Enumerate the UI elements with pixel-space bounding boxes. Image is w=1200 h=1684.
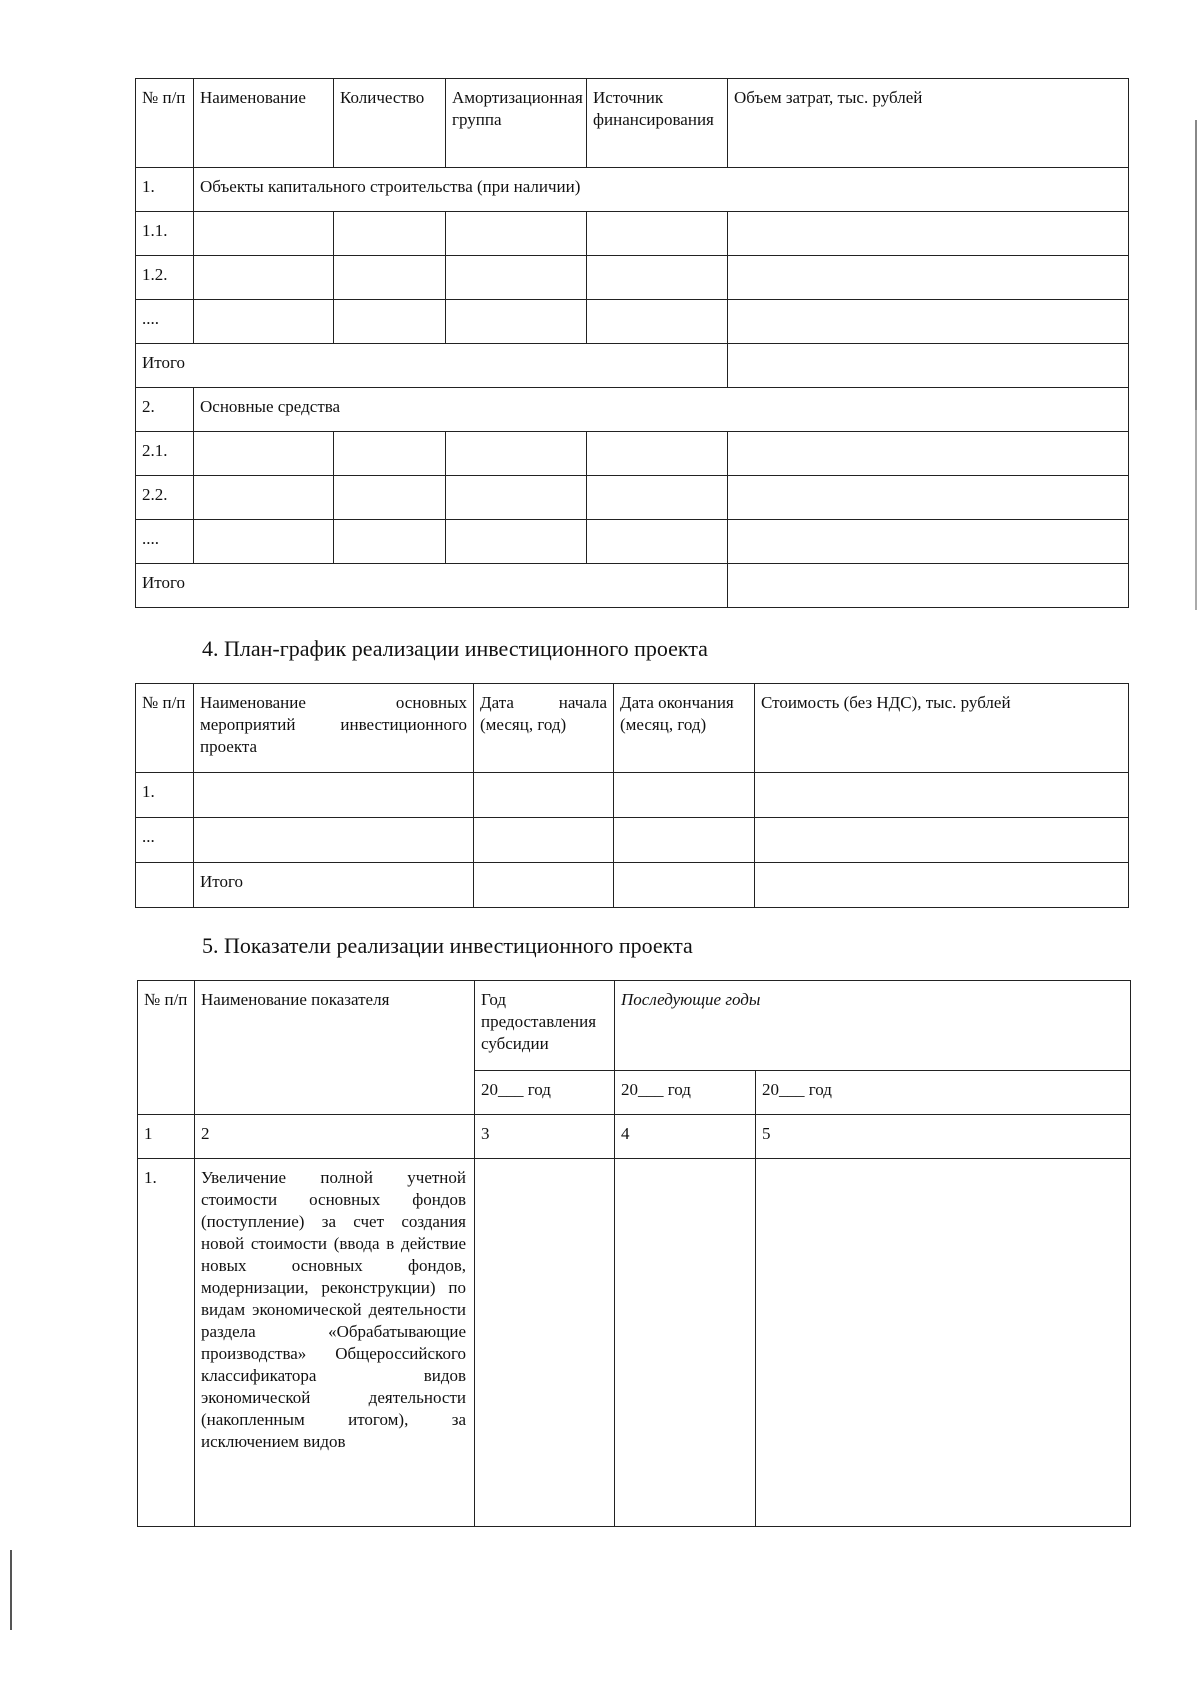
empty-cell: [334, 212, 446, 256]
col-header-cost-volume: Объем затрат, тыс. рублей: [728, 79, 1129, 168]
empty-cell: [334, 432, 446, 476]
empty-cell: [614, 773, 755, 818]
activity-header-text: Наименование основных мероприятий инвестиционного проекта: [200, 693, 467, 756]
empty-cell: [756, 1159, 1131, 1527]
total-value: [728, 564, 1129, 608]
empty-cell: [728, 300, 1129, 344]
year-cell: 20___ год: [756, 1071, 1131, 1115]
empty-cell: [587, 520, 728, 564]
section-5-heading: 5. Показатели реализации инвестиционного проекта: [202, 933, 693, 958]
empty-cell: [194, 476, 334, 520]
col-header-activity: [194, 684, 474, 773]
empty-cell: [587, 476, 728, 520]
column-number: 3: [475, 1115, 615, 1159]
row-number: ....: [136, 300, 194, 344]
empty-cell: [334, 520, 446, 564]
empty-cell: [446, 476, 587, 520]
empty-cell: [728, 432, 1129, 476]
col-header-next-years: Последующие годы: [615, 981, 1131, 1071]
section-number: 1.: [136, 168, 194, 212]
column-number-row: [138, 1115, 1131, 1159]
col-header-start-date: [474, 684, 614, 773]
empty-cell: [194, 256, 334, 300]
empty-cell: [474, 773, 614, 818]
empty-cell: [446, 520, 587, 564]
table-header-row: [136, 684, 1129, 773]
table-row: [136, 432, 1129, 476]
schedule-table: [135, 683, 1129, 908]
year-cell: 20___ год: [475, 1071, 615, 1115]
section-label: Основные средства: [194, 388, 1129, 432]
row-number: ....: [136, 520, 194, 564]
table-row: [136, 818, 1129, 863]
table-row: [136, 476, 1129, 520]
empty-cell: [755, 818, 1129, 863]
column-number: 4: [615, 1115, 756, 1159]
col-header-indicator: Наименование показателя: [195, 981, 475, 1115]
section-4-heading: 4. План-график реализации инвестиционного проекта: [202, 636, 708, 661]
scan-edge-mark: [1195, 410, 1197, 610]
row-number: 1.: [136, 773, 194, 818]
empty-cell: [446, 432, 587, 476]
table-row: [136, 520, 1129, 564]
scan-edge-mark: [1195, 120, 1197, 450]
section-row: [136, 168, 1129, 212]
empty-cell: [446, 256, 587, 300]
section-label: Объекты капитального строительства (при наличии): [194, 168, 1129, 212]
empty-cell: [475, 1159, 615, 1527]
col-header-funding-source: Источник финансирования: [587, 79, 728, 168]
empty-cell: [587, 256, 728, 300]
table-header-row: [136, 79, 1129, 168]
empty-cell: [587, 432, 728, 476]
empty-cell: [587, 300, 728, 344]
row-number: 2.2.: [136, 476, 194, 520]
empty-cell: [728, 476, 1129, 520]
row-number: 1.: [138, 1159, 195, 1527]
section-row: [136, 388, 1129, 432]
empty-cell: [446, 212, 587, 256]
year-cell: 20___ год: [615, 1071, 756, 1115]
col-header-number: № п/п: [138, 981, 195, 1115]
table-row: [136, 773, 1129, 818]
row-number: 1.2.: [136, 256, 194, 300]
empty-cell: [755, 863, 1129, 908]
col-header-number: № п/п: [136, 684, 194, 773]
empty-cell: [728, 520, 1129, 564]
col-header-cost: Стоимость (без НДС), тыс. рублей: [755, 684, 1129, 773]
indicators-table: [137, 980, 1131, 1527]
empty-cell: [194, 773, 474, 818]
scan-edge-mark: [10, 1550, 12, 1630]
total-label: Итого: [136, 344, 728, 388]
table-row: [138, 1159, 1131, 1527]
empty-cell: [194, 520, 334, 564]
row-number: 1.1.: [136, 212, 194, 256]
row-number: ...: [136, 818, 194, 863]
empty-cell: [194, 818, 474, 863]
total-row: [136, 863, 1129, 908]
empty-cell: [334, 300, 446, 344]
col-header-depreciation-group: Амортизационная группа: [446, 79, 587, 168]
total-label: Итого: [194, 863, 474, 908]
table-row: [136, 300, 1129, 344]
col-header-subsidy-year: Год предоставления субсидии: [475, 981, 615, 1071]
empty-cell: [136, 863, 194, 908]
col-header-quantity: Количество: [334, 79, 446, 168]
empty-cell: [614, 863, 755, 908]
empty-cell: [587, 212, 728, 256]
col-header-number: № п/п: [136, 79, 194, 168]
empty-cell: [615, 1159, 756, 1527]
empty-cell: [446, 300, 587, 344]
empty-cell: [755, 773, 1129, 818]
empty-cell: [194, 432, 334, 476]
column-number: 5: [756, 1115, 1131, 1159]
indicator-text: Увеличение полной учетной стоимости основных фондов (поступление) за счет создания новой стоимости (ввода в действие новых основных фондов, модернизации, реконструкции) по видам экономической деятельности раздела «Обрабатывающие производства» Общероссийского классификатора видов экономической деятельности (накопленным итогом), за исключением видов: [195, 1159, 475, 1527]
empty-cell: [474, 863, 614, 908]
capital-costs-table: [135, 78, 1129, 608]
empty-cell: [334, 476, 446, 520]
empty-cell: [194, 212, 334, 256]
total-row: [136, 344, 1129, 388]
column-number: 2: [195, 1115, 475, 1159]
empty-cell: [474, 818, 614, 863]
total-row: [136, 564, 1129, 608]
row-number: 2.1.: [136, 432, 194, 476]
total-label: Итого: [136, 564, 728, 608]
table-row: [136, 256, 1129, 300]
col-header-name: Наименование: [194, 79, 334, 168]
table-row: [136, 212, 1129, 256]
column-number: 1: [138, 1115, 195, 1159]
table-header-row: [138, 981, 1131, 1071]
start-date-header-text: Дата начала (месяц, год): [480, 693, 607, 734]
col-header-end-date: Дата окончания (месяц, год): [614, 684, 755, 773]
empty-cell: [194, 300, 334, 344]
section-number: 2.: [136, 388, 194, 432]
empty-cell: [614, 818, 755, 863]
total-value: [728, 344, 1129, 388]
empty-cell: [728, 212, 1129, 256]
empty-cell: [728, 256, 1129, 300]
empty-cell: [334, 256, 446, 300]
